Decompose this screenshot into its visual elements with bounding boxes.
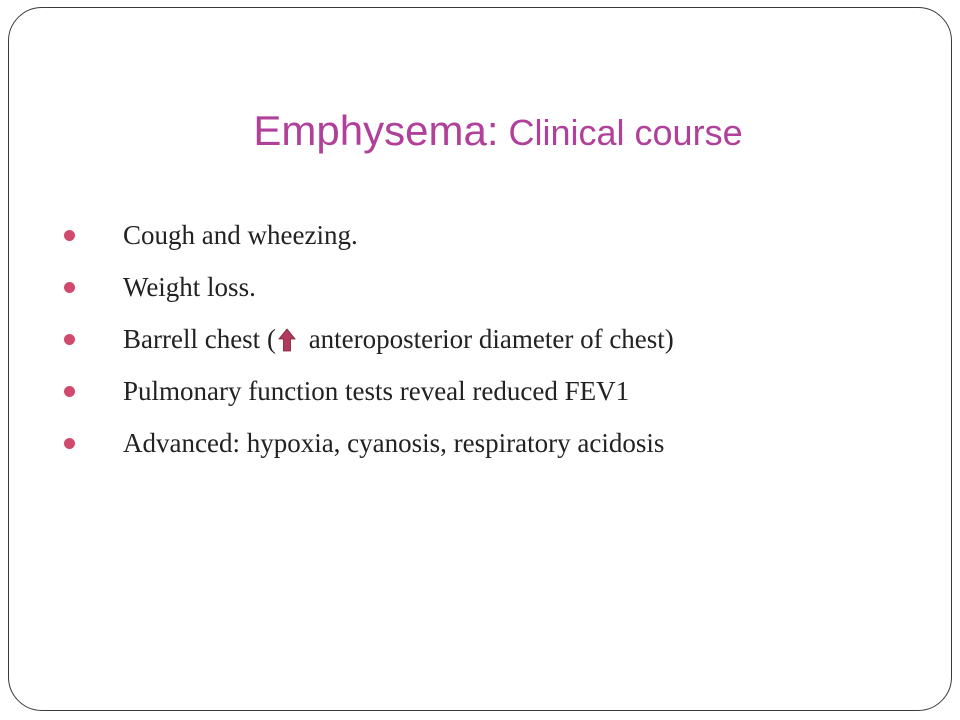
bullet-dot-icon: [64, 438, 75, 449]
bullet-text: Weight loss.: [123, 272, 256, 302]
bullet-text: [123, 322, 674, 357]
bullet-text-after: anteroposterior diameter of chest): [301, 324, 674, 354]
bullet-dot-icon: [64, 334, 75, 345]
up-arrow-icon: [278, 328, 296, 352]
bullet-dot-icon: [64, 230, 75, 241]
bullet-dot-icon: [64, 282, 75, 293]
bullet-text-before: Barrell chest (: [123, 324, 276, 354]
slide-title: [0, 107, 960, 154]
title-sub: Clinical course: [498, 112, 743, 153]
bullet-text: Pulmonary function tests reveal reduced FEV1: [123, 376, 630, 406]
bullet-dot-icon: [64, 386, 75, 397]
bullet-text: Cough and wheezing.: [123, 220, 358, 250]
title-main: Emphysema:: [253, 107, 499, 154]
bullet-text: Advanced: hypoxia, cyanosis, respiratory acidosis: [123, 428, 665, 458]
